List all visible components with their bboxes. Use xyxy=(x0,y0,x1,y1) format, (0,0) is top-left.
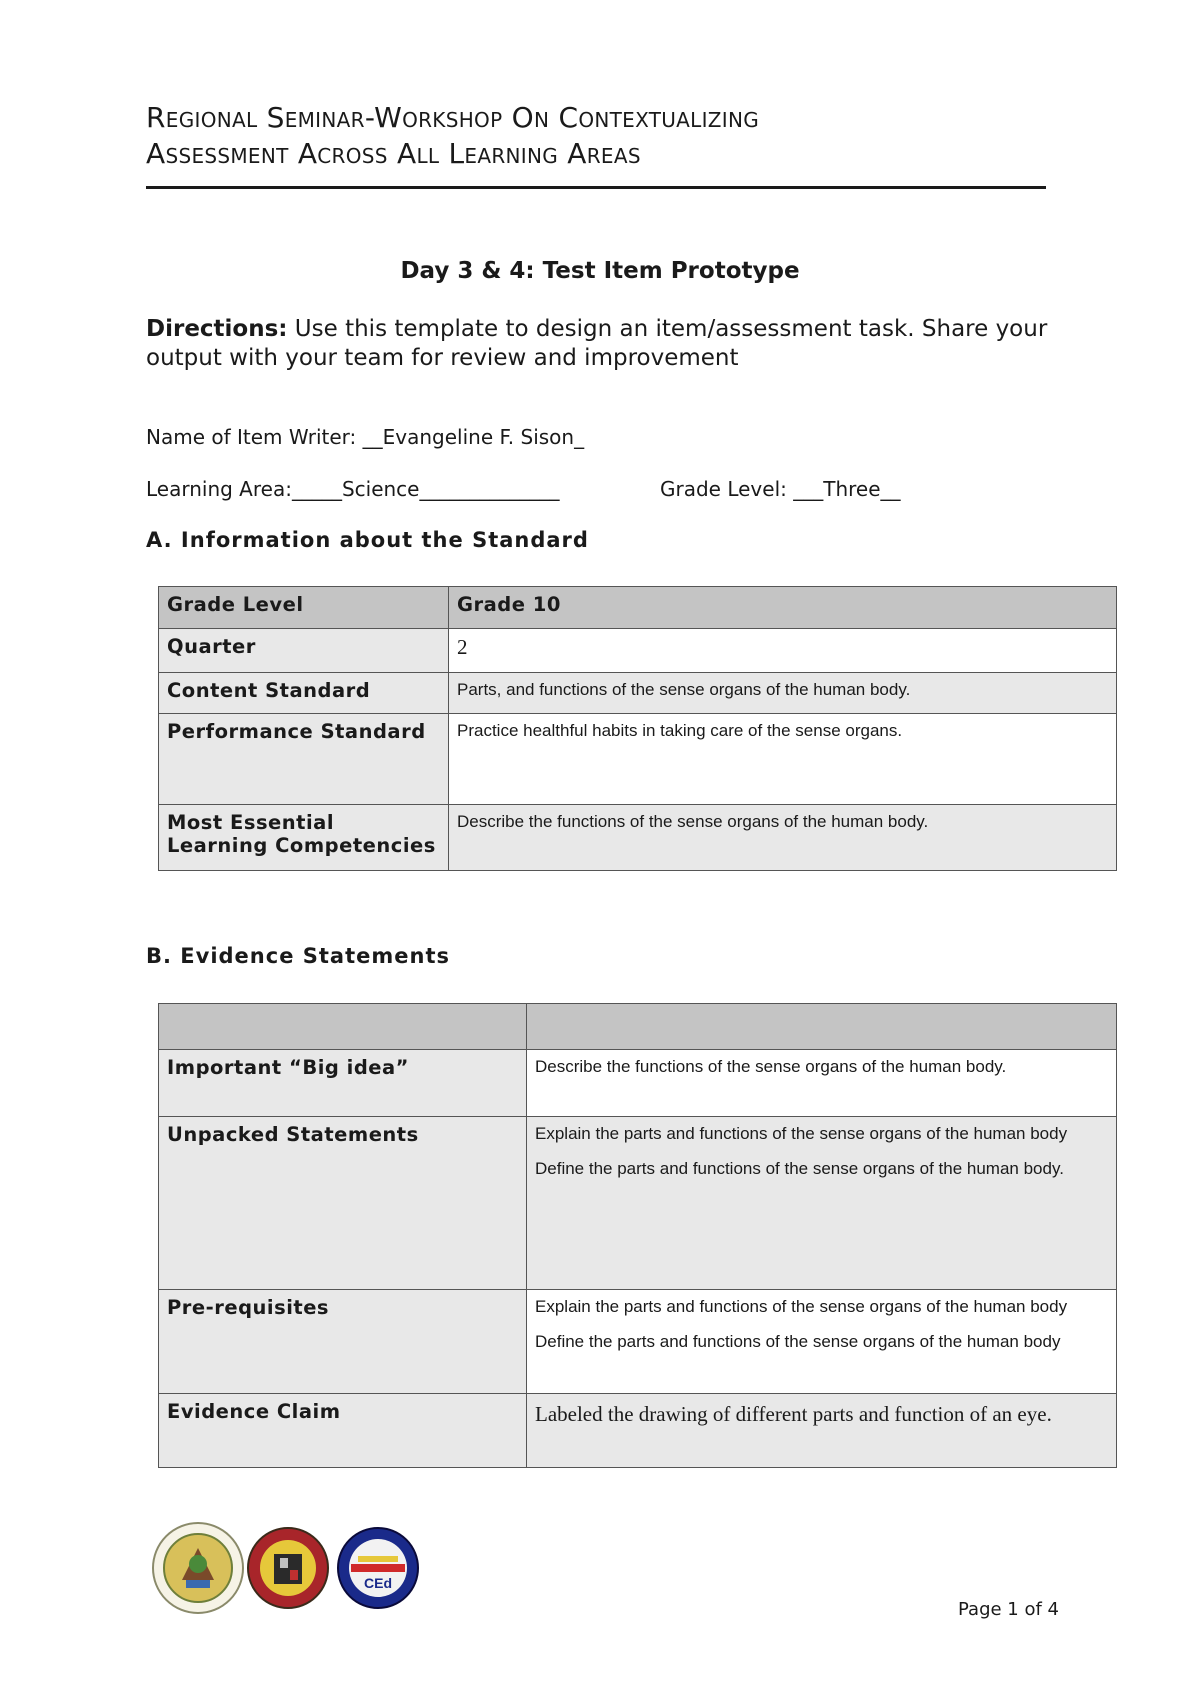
row-label: Quarter xyxy=(159,629,449,673)
seminar-header xyxy=(146,100,1046,172)
row-label: Evidence Claim xyxy=(159,1394,527,1468)
institution-logos xyxy=(152,1518,422,1618)
table-row xyxy=(159,629,1117,673)
grade-level-line: Grade Level: ___Three__ xyxy=(660,477,901,501)
page-number: Page 1 of 4 xyxy=(958,1599,1059,1620)
row-value: Describe the functions of the sense organs of the human body. xyxy=(449,805,1117,871)
row-value: Describe the functions of the sense organs of the human body. xyxy=(527,1050,1117,1117)
row-label: Unpacked Statements xyxy=(159,1117,527,1290)
section-b-heading: B. Evidence Statements xyxy=(146,944,450,968)
header-cell-empty xyxy=(527,1004,1117,1050)
table-row xyxy=(159,1050,1117,1117)
prereq-2: Define the parts and functions of the sense organs of the human body xyxy=(535,1332,1061,1351)
table-row xyxy=(159,805,1117,871)
table-row xyxy=(159,1004,1117,1050)
learning-area-line: Learning Area:_____Science______________ xyxy=(146,477,560,501)
row-value: Grade 10 xyxy=(449,587,1117,629)
row-value: Labeled the drawing of different parts and function of an eye. xyxy=(527,1394,1117,1468)
header-rule xyxy=(146,186,1046,189)
table-row xyxy=(159,587,1117,629)
standard-table xyxy=(158,586,1117,871)
row-value xyxy=(527,1117,1117,1290)
header-cell-empty xyxy=(159,1004,527,1050)
evidence-table xyxy=(158,1003,1117,1468)
table-row xyxy=(159,673,1117,714)
directions-label: Directions: xyxy=(146,316,288,342)
table-row xyxy=(159,1394,1117,1468)
deped-seal-icon xyxy=(153,1523,243,1613)
university-seal-icon xyxy=(248,1528,328,1608)
table-row xyxy=(159,1117,1117,1290)
row-value xyxy=(527,1290,1117,1394)
row-value: Practice healthful habits in taking care of the sense organs. xyxy=(449,714,1117,805)
section-a-heading: A. Information about the Standard xyxy=(146,528,589,552)
college-of-education-seal-icon xyxy=(338,1528,418,1608)
directions xyxy=(146,315,1066,373)
row-label: Pre-requisites xyxy=(159,1290,527,1394)
item-writer-line: Name of Item Writer: __Evangeline F. Sison_ xyxy=(146,425,585,449)
row-value: 2 xyxy=(449,629,1117,673)
row-value: Parts, and functions of the sense organs of the human body. xyxy=(449,673,1117,714)
row-label: Performance Standard xyxy=(159,714,449,805)
header-line-2: Assessment Across All Learning Areas xyxy=(146,137,641,170)
directions-text: Use this template to design an item/assessment task. Share your output with your team for review and improvement xyxy=(146,316,1048,371)
prereq-1: Explain the parts and functions of the sense organs of the human body xyxy=(535,1297,1068,1316)
statement-2: Define the parts and functions of the sense organs of the human body. xyxy=(535,1159,1064,1178)
table-row xyxy=(159,1290,1117,1394)
row-label: Important “Big idea” xyxy=(159,1050,527,1117)
page-title: Day 3 & 4: Test Item Prototype xyxy=(400,258,800,284)
header-line-1: Regional Seminar-Workshop On Contextualizing xyxy=(146,101,760,134)
row-label: Most Essential Learning Competencies xyxy=(159,805,449,871)
row-label: Grade Level xyxy=(159,587,449,629)
row-label: Content Standard xyxy=(159,673,449,714)
statement-1: Explain the parts and functions of the sense organs of the human body xyxy=(535,1124,1068,1143)
table-row xyxy=(159,714,1117,805)
logo-text: CEd xyxy=(364,1575,392,1591)
